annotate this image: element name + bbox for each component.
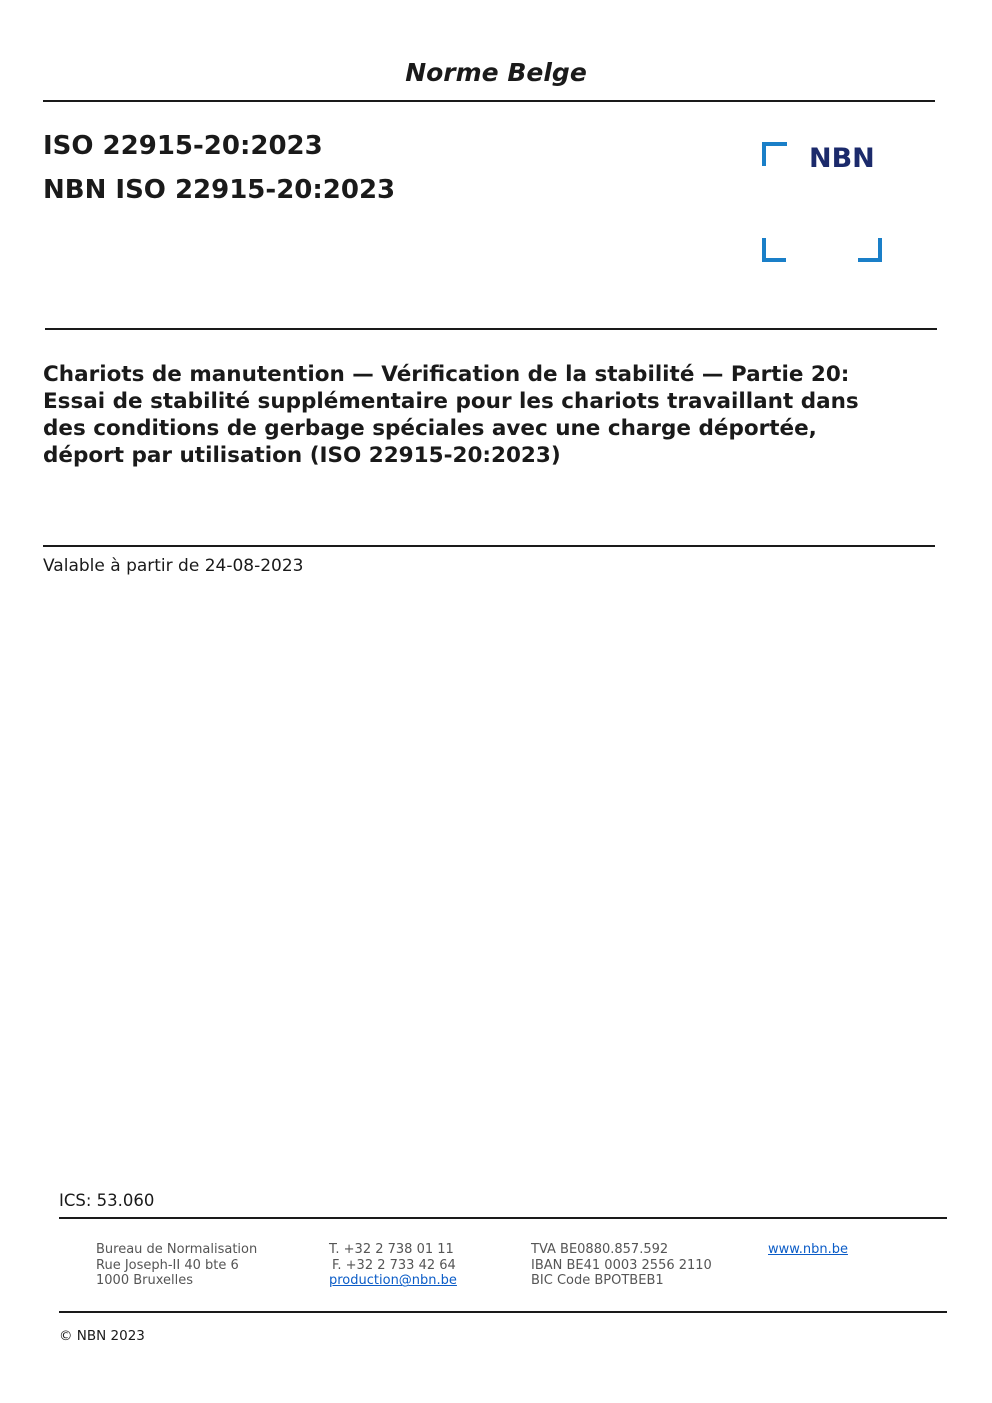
fax-number: F. +32 2 733 42 64 [332,1257,456,1273]
iso-standard-number: ISO 22915-20:2023 [43,131,323,161]
footer-address [96,1242,257,1289]
title-bottom-divider [43,545,935,547]
header-divider [43,100,935,102]
footer-bank [531,1242,712,1289]
footer-website [768,1242,848,1258]
bic-code: BIC Code BPOTBEB1 [531,1273,664,1289]
copyright-notice: © NBN 2023 [59,1328,145,1344]
address-line-2: Rue Joseph-II 40 bte 6 [96,1257,239,1273]
nbn-logo [762,142,886,264]
logo-text: NBN [809,143,875,174]
nbn-logo-graphic [762,142,886,264]
footer-top-divider [59,1217,947,1219]
iban-number: IBAN BE41 0003 2556 2110 [531,1257,712,1273]
validity-date: Valable à partir de 24-08-2023 [43,556,304,576]
email-link[interactable]: production@nbn.be [329,1273,457,1289]
footer-bottom-divider [59,1311,947,1313]
document-type-heading: Norme Belge [405,58,587,87]
vat-number: TVA BE0880.857.592 [531,1242,669,1257]
address-line-1: Bureau de Normalisation [96,1242,258,1257]
document-title: Chariots de manutention — Vérification de la stabilité — Partie 20: Essai de stabilité supplémentaire pour les chariots travaillant dans des conditions de gerbage spéciales avec une charge déportée, déport par utilisation (ISO 22915-20:2023) [43,362,859,468]
ics-code: ICS: 53.060 [59,1191,155,1210]
website-link[interactable]: www.nbn.be [768,1242,848,1257]
address-line-3: 1000 Bruxelles [96,1273,194,1289]
footer-contact [329,1242,457,1289]
phone-number: T. +32 2 738 01 11 [329,1242,454,1257]
title-top-divider [45,328,937,330]
nbn-standard-number: NBN ISO 22915-20:2023 [43,175,396,205]
